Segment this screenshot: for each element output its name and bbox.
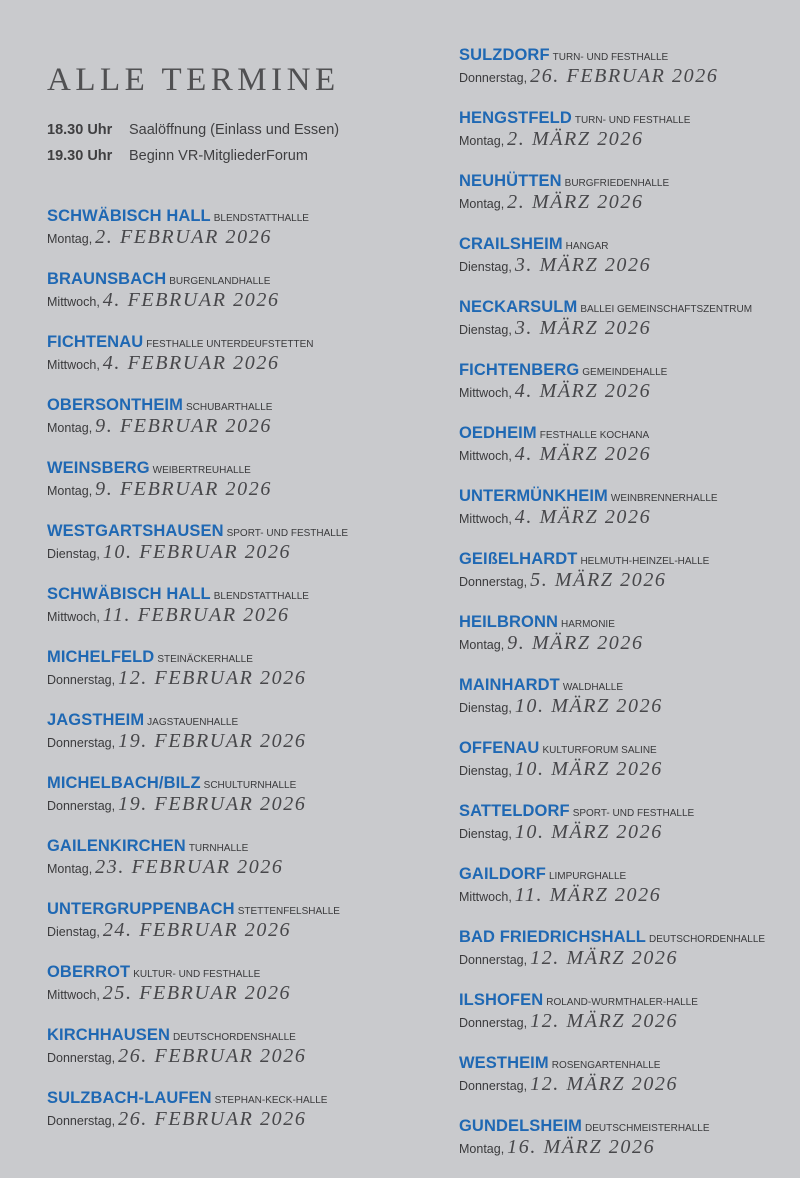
event-weekday: Dienstag, bbox=[47, 547, 100, 561]
event-venue: SPORT- UND FESTHALLE bbox=[226, 528, 349, 539]
event-entry bbox=[459, 737, 794, 781]
event-date: 9. MÄRZ 2026 bbox=[507, 632, 644, 654]
event-entry bbox=[47, 961, 387, 1005]
event-entry bbox=[47, 1087, 387, 1131]
event-weekday: Donnerstag, bbox=[459, 575, 528, 589]
event-venue: BLENDSTATTHALLE bbox=[213, 213, 309, 224]
event-city: JAGSTHEIM bbox=[47, 711, 145, 729]
event-date: 10. FEBRUAR 2026 bbox=[102, 541, 292, 563]
event-entry bbox=[459, 44, 794, 88]
event-entry bbox=[459, 485, 794, 529]
event-date: 12. FEBRUAR 2026 bbox=[118, 667, 307, 689]
event-entry bbox=[47, 646, 387, 690]
event-city: FICHTENAU bbox=[47, 333, 144, 351]
page-title: ALLE TERMINE bbox=[47, 62, 340, 98]
event-date: 25. FEBRUAR 2026 bbox=[102, 982, 292, 1004]
event-city: HEILBRONN bbox=[459, 613, 558, 631]
event-venue: BURGFRIEDENHALLE bbox=[564, 178, 670, 189]
event-weekday: Mittwoch, bbox=[47, 610, 100, 624]
event-venue: KULTURFORUM SALINE bbox=[542, 745, 657, 756]
event-weekday: Montag, bbox=[459, 638, 505, 652]
event-entry bbox=[47, 457, 387, 501]
event-venue: GEMEINDEHALLE bbox=[582, 367, 668, 378]
event-weekday: Donnerstag, bbox=[47, 1051, 116, 1065]
event-weekday: Dienstag, bbox=[459, 260, 512, 274]
event-venue: HANGAR bbox=[565, 241, 609, 252]
event-city: SCHWÄBISCH HALL bbox=[47, 585, 211, 603]
event-weekday: Montag, bbox=[47, 484, 93, 498]
event-entry bbox=[459, 800, 794, 844]
event-venue: ROLAND-WURMTHALER-HALLE bbox=[546, 997, 698, 1008]
event-venue: WEINBRENNERHALLE bbox=[610, 493, 718, 504]
event-city: UNTERMÜNKHEIM bbox=[459, 487, 608, 505]
event-city: MAINHARDT bbox=[459, 676, 560, 694]
event-venue: WEIBERTREUHALLE bbox=[152, 465, 251, 476]
event-venue: STEPHAN-KECK-HALLE bbox=[214, 1095, 328, 1106]
event-venue: ROSENGARTENHALLE bbox=[551, 1060, 661, 1071]
event-entry bbox=[459, 863, 794, 907]
event-venue: DEUTSCHORDENSHALLE bbox=[173, 1032, 296, 1043]
event-city: WEINSBERG bbox=[47, 459, 150, 477]
event-city: BRAUNSBACH bbox=[47, 270, 167, 288]
event-weekday: Dienstag, bbox=[47, 925, 100, 939]
event-venue: HELMUTH-HEINZEL-HALLE bbox=[580, 556, 710, 567]
event-entry bbox=[459, 170, 794, 214]
event-venue: DEUTSCHMEISTERHALLE bbox=[585, 1123, 710, 1134]
event-entry bbox=[459, 611, 794, 655]
event-weekday: Dienstag, bbox=[459, 764, 512, 778]
event-venue: BALLEI GEMEINSCHAFTSZENTRUM bbox=[580, 304, 753, 315]
time-value: 19.30 Uhr bbox=[47, 148, 113, 164]
event-city: FICHTENBERG bbox=[459, 361, 580, 379]
event-venue: HARMONIE bbox=[560, 619, 615, 630]
event-entry bbox=[47, 520, 387, 564]
event-city: SULZDORF bbox=[459, 46, 550, 64]
event-date: 10. MÄRZ 2026 bbox=[514, 758, 663, 780]
event-date: 4. MÄRZ 2026 bbox=[514, 380, 652, 402]
event-venue: TURN- UND FESTHALLE bbox=[574, 115, 691, 126]
event-date: 12. MÄRZ 2026 bbox=[530, 947, 679, 969]
event-entry bbox=[47, 268, 387, 312]
event-weekday: Mittwoch, bbox=[47, 988, 100, 1002]
event-venue: SCHUBARTHALLE bbox=[185, 402, 273, 413]
event-date: 4. FEBRUAR 2026 bbox=[102, 289, 280, 311]
event-city: GUNDELSHEIM bbox=[459, 1117, 583, 1135]
schedule-times bbox=[47, 120, 339, 172]
event-entry bbox=[47, 772, 387, 816]
event-weekday: Mittwoch, bbox=[459, 386, 512, 400]
event-venue: LIMPURGHALLE bbox=[548, 871, 627, 882]
event-city: CRAILSHEIM bbox=[459, 235, 563, 253]
event-date: 26. FEBRUAR 2026 bbox=[530, 65, 719, 87]
event-weekday: Montag, bbox=[47, 232, 93, 246]
event-weekday: Mittwoch, bbox=[47, 358, 100, 372]
event-weekday: Montag, bbox=[47, 421, 93, 435]
event-weekday: Donnerstag, bbox=[47, 736, 116, 750]
event-entry bbox=[47, 331, 387, 375]
event-city: SULZBACH-LAUFEN bbox=[47, 1089, 212, 1107]
event-date: 19. FEBRUAR 2026 bbox=[118, 793, 307, 815]
event-city: GAILDORF bbox=[459, 865, 546, 883]
event-venue: WALDHALLE bbox=[562, 682, 624, 693]
event-city: WESTGARTSHAUSEN bbox=[47, 522, 224, 540]
event-entry bbox=[47, 205, 387, 249]
event-city: NEUHÜTTEN bbox=[459, 172, 562, 190]
event-city: WESTHEIM bbox=[459, 1054, 549, 1072]
event-venue: SCHULTURNHALLE bbox=[203, 780, 297, 791]
event-date: 5. MÄRZ 2026 bbox=[530, 569, 667, 591]
event-date: 9. FEBRUAR 2026 bbox=[95, 478, 272, 500]
event-venue: FESTHALLE KOCHANA bbox=[539, 430, 650, 441]
event-date: 10. MÄRZ 2026 bbox=[514, 821, 663, 843]
event-date: 2. MÄRZ 2026 bbox=[507, 128, 644, 150]
event-city: GEIßELHARDT bbox=[459, 550, 578, 568]
event-entry bbox=[459, 233, 794, 277]
event-entry bbox=[459, 989, 794, 1033]
event-date: 23. FEBRUAR 2026 bbox=[95, 856, 284, 878]
time-row bbox=[47, 146, 339, 172]
event-city: OFFENAU bbox=[459, 739, 540, 757]
event-venue: BLENDSTATTHALLE bbox=[213, 591, 309, 602]
event-date: 24. FEBRUAR 2026 bbox=[102, 919, 292, 941]
event-entry bbox=[47, 709, 387, 753]
event-date: 12. MÄRZ 2026 bbox=[530, 1010, 679, 1032]
event-date: 2. FEBRUAR 2026 bbox=[95, 226, 272, 248]
event-venue: SPORT- UND FESTHALLE bbox=[572, 808, 695, 819]
event-weekday: Montag, bbox=[47, 862, 93, 876]
event-date: 11. MÄRZ 2026 bbox=[514, 884, 662, 906]
event-weekday: Montag, bbox=[459, 134, 505, 148]
event-city: SCHWÄBISCH HALL bbox=[47, 207, 211, 225]
event-city: OBERSONTHEIM bbox=[47, 396, 183, 414]
event-date: 19. FEBRUAR 2026 bbox=[118, 730, 307, 752]
event-weekday: Donnerstag, bbox=[459, 953, 528, 967]
event-date: 2. MÄRZ 2026 bbox=[507, 191, 644, 213]
event-entry bbox=[459, 548, 794, 592]
event-entry bbox=[459, 359, 794, 403]
event-entry bbox=[459, 296, 794, 340]
event-weekday: Mittwoch, bbox=[459, 890, 512, 904]
event-date: 26. FEBRUAR 2026 bbox=[118, 1045, 307, 1067]
event-entry bbox=[459, 422, 794, 466]
event-date: 4. MÄRZ 2026 bbox=[514, 443, 652, 465]
event-weekday: Donnerstag, bbox=[47, 799, 116, 813]
event-venue: TURN- UND FESTHALLE bbox=[552, 52, 669, 63]
event-venue: KULTUR- UND FESTHALLE bbox=[133, 969, 261, 980]
event-city: SATTELDORF bbox=[459, 802, 570, 820]
event-weekday: Donnerstag, bbox=[459, 71, 528, 85]
event-city: BAD FRIEDRICHSHALL bbox=[459, 928, 646, 946]
event-entry bbox=[459, 926, 794, 970]
event-weekday: Mittwoch, bbox=[47, 295, 100, 309]
event-city: OEDHEIM bbox=[459, 424, 537, 442]
event-weekday: Donnerstag, bbox=[459, 1016, 528, 1030]
event-weekday: Donnerstag, bbox=[459, 1079, 528, 1093]
event-date: 3. MÄRZ 2026 bbox=[514, 317, 652, 339]
event-weekday: Donnerstag, bbox=[47, 673, 116, 687]
event-venue: STEINÄCKERHALLE bbox=[157, 654, 253, 665]
event-city: KIRCHHAUSEN bbox=[47, 1026, 171, 1044]
event-entry bbox=[459, 107, 794, 151]
time-value: 18.30 Uhr bbox=[47, 122, 113, 138]
event-entry bbox=[47, 583, 387, 627]
event-date: 9. FEBRUAR 2026 bbox=[95, 415, 272, 437]
event-weekday: Montag, bbox=[459, 1142, 505, 1156]
event-weekday: Dienstag, bbox=[459, 701, 512, 715]
event-venue: BURGENLANDHALLE bbox=[169, 276, 271, 287]
event-weekday: Mittwoch, bbox=[459, 512, 512, 526]
event-date: 11. FEBRUAR 2026 bbox=[102, 604, 290, 626]
event-entry bbox=[459, 674, 794, 718]
event-city: MICHELBACH/BILZ bbox=[47, 774, 201, 792]
event-city: ILSHOFEN bbox=[459, 991, 544, 1009]
event-entry bbox=[47, 394, 387, 438]
event-entry bbox=[459, 1115, 794, 1159]
event-weekday: Donnerstag, bbox=[47, 1114, 116, 1128]
time-label: Beginn VR-MitgliederForum bbox=[129, 148, 308, 164]
event-entry bbox=[47, 898, 387, 942]
event-entry bbox=[47, 835, 387, 879]
event-city: UNTERGRUPPENBACH bbox=[47, 900, 235, 918]
event-weekday: Mittwoch, bbox=[459, 449, 512, 463]
event-weekday: Dienstag, bbox=[459, 827, 512, 841]
event-venue: STETTENFELSHALLE bbox=[237, 906, 340, 917]
event-date: 12. MÄRZ 2026 bbox=[530, 1073, 679, 1095]
event-date: 4. FEBRUAR 2026 bbox=[102, 352, 280, 374]
event-venue: DEUTSCHORDENHALLE bbox=[648, 934, 766, 945]
event-entry bbox=[459, 1052, 794, 1096]
time-row bbox=[47, 120, 339, 146]
event-venue: JAGSTAUENHALLE bbox=[147, 717, 239, 728]
event-city: OBERROT bbox=[47, 963, 131, 981]
time-label: Saalöffnung (Einlass und Essen) bbox=[129, 122, 340, 138]
event-city: MICHELFELD bbox=[47, 648, 155, 666]
event-date: 3. MÄRZ 2026 bbox=[514, 254, 652, 276]
event-weekday: Dienstag, bbox=[459, 323, 512, 337]
event-city: HENGSTFELD bbox=[459, 109, 572, 127]
event-venue: TURNHALLE bbox=[188, 843, 249, 854]
event-weekday: Montag, bbox=[459, 197, 505, 211]
event-city: GAILENKIRCHEN bbox=[47, 837, 186, 855]
event-date: 10. MÄRZ 2026 bbox=[514, 695, 663, 717]
event-date: 4. MÄRZ 2026 bbox=[514, 506, 652, 528]
event-city: NECKARSULM bbox=[459, 298, 578, 316]
event-venue: FESTHALLE UNTERDEUFSTETTEN bbox=[146, 339, 314, 350]
event-date: 26. FEBRUAR 2026 bbox=[118, 1108, 307, 1130]
event-entry bbox=[47, 1024, 387, 1068]
event-date: 16. MÄRZ 2026 bbox=[507, 1136, 656, 1158]
